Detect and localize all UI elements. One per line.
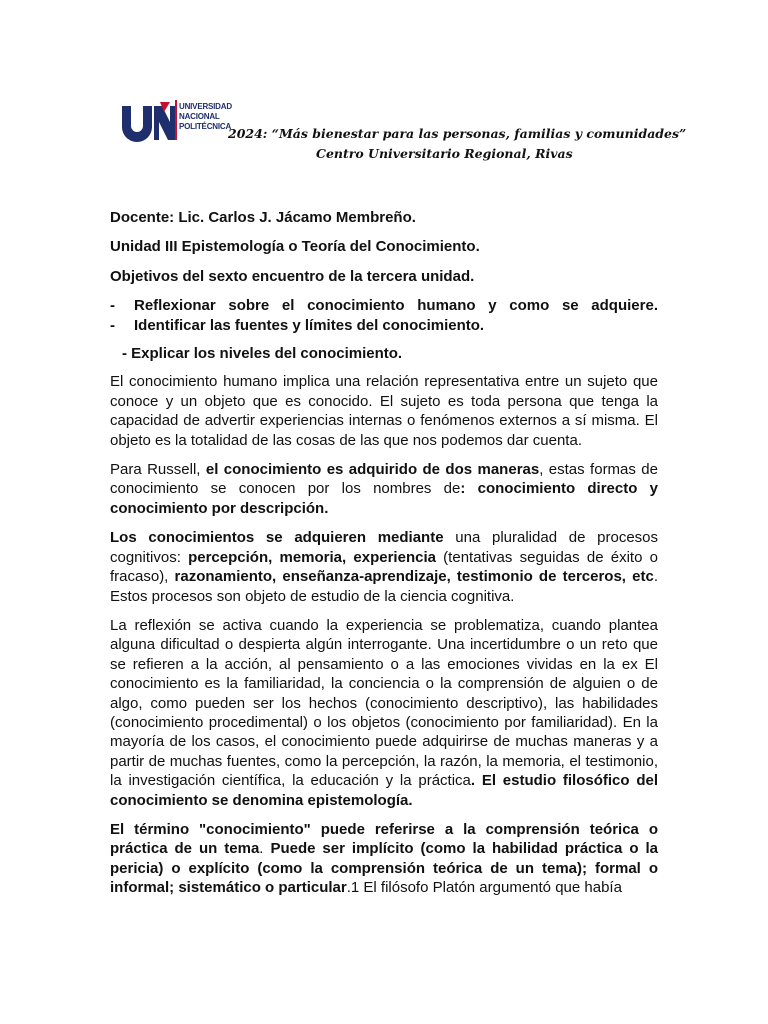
letterhead xyxy=(120,98,687,168)
paragraph-3: Los conocimientos se adquieren mediante una pluralidad de procesos cognitivos: percepción, memoria, experiencia (tentativas seguidas de éxito o fracaso), razonamiento, enseñanza-aprendizaje, testimonio de terceros, etc. Estos procesos son objeto de estudio de la ciencia cognitiva. xyxy=(110,529,659,605)
logo-text-line: NACIONAL xyxy=(179,112,220,121)
unp-logo-icon xyxy=(120,100,176,142)
logo-text-line: POLITÉCNICA xyxy=(179,122,232,131)
unit-title: Unidad III Epistemología o Teoría del Conocimiento. xyxy=(110,238,480,256)
objective-text: Reflexionar sobre el conocimiento humano y como se adquiere. xyxy=(134,297,658,315)
paragraph-5: El término "conocimiento" puede referirse a la comprensión teórica o práctica de un tema. Puede ser implícito (como la habilidad práctica o la pericia) o explícito (como la comprensión teórica de un tema); formal o informal; sistemático o particular.1 El filósofo Platón argumentó que había xyxy=(110,820,658,897)
objective-item: - Reflexionar sobre el conocimiento humano y como se adquiere. xyxy=(110,297,658,315)
objective-text: Explicar los niveles del conocimiento. xyxy=(131,345,403,363)
paragraph-1: El conocimiento humano implica una relación representativa entre un sujeto que conoce y un objeto que es conocido. El sujeto es toda persona que tenga la capacidad de advertir experiencias internas o fenómenos externos a sí misma. El objeto es la totalidad de las cosas de las que nos podemos dar cuenta. xyxy=(110,373,658,449)
teacher-line: Docente: Lic. Carlos J. Jácamo Membreño. xyxy=(110,209,416,226)
paragraph-2: Para Russell, el conocimiento es adquirido de dos maneras, estas formas de conocimiento se conocen por los nombres de: conocimiento directo y conocimiento por descripción. xyxy=(110,461,658,517)
campus-name: Centro Universitario Regional, Rivas xyxy=(316,146,573,161)
paragraph-4: La reflexión se activa cuando la experiencia se problematiza, cuando plantea alguna dificultad o despierta algún interrogante. Una incertidumbre o un reto que se refieren a la acción, al pensamiento o a las emociones vividas en la ex El conocimiento es la familiaridad, la conciencia o la comprensión de alguien o de algo, como pueden ser los hechos (conocimiento descriptivo), las habilidades (conocimiento procedimental) o los objetos (conocimiento por familiaridad). En la mayoría de los casos, el conocimiento puede adquirirse de muchas maneras y a partir de muchas fuentes, como la percepción, la razón, la memoria, el testimonio, la investigación científica, la educación y la práctica. El estudio filosófico del conocimiento se denomina epistemología. xyxy=(110,616,658,809)
objective-item: - Identificar las fuentes y límites del conocimiento. xyxy=(110,316,658,335)
document-body xyxy=(110,208,658,908)
university-logo xyxy=(120,98,232,142)
logo-divider xyxy=(175,100,177,140)
objective-text: Identificar las fuentes y límites del conocimiento. xyxy=(134,316,485,334)
objectives-title: Objetivos del sexto encuentro de la tercera unidad. xyxy=(110,267,475,285)
objective-item: - Explicar los niveles del conocimiento. xyxy=(122,345,403,363)
logo-text-line: UNIVERSIDAD xyxy=(179,102,232,111)
year-motto: 2024: “Más bienestar para las personas, familias y comunidades” xyxy=(228,126,687,141)
logo-wordmark xyxy=(179,102,232,132)
